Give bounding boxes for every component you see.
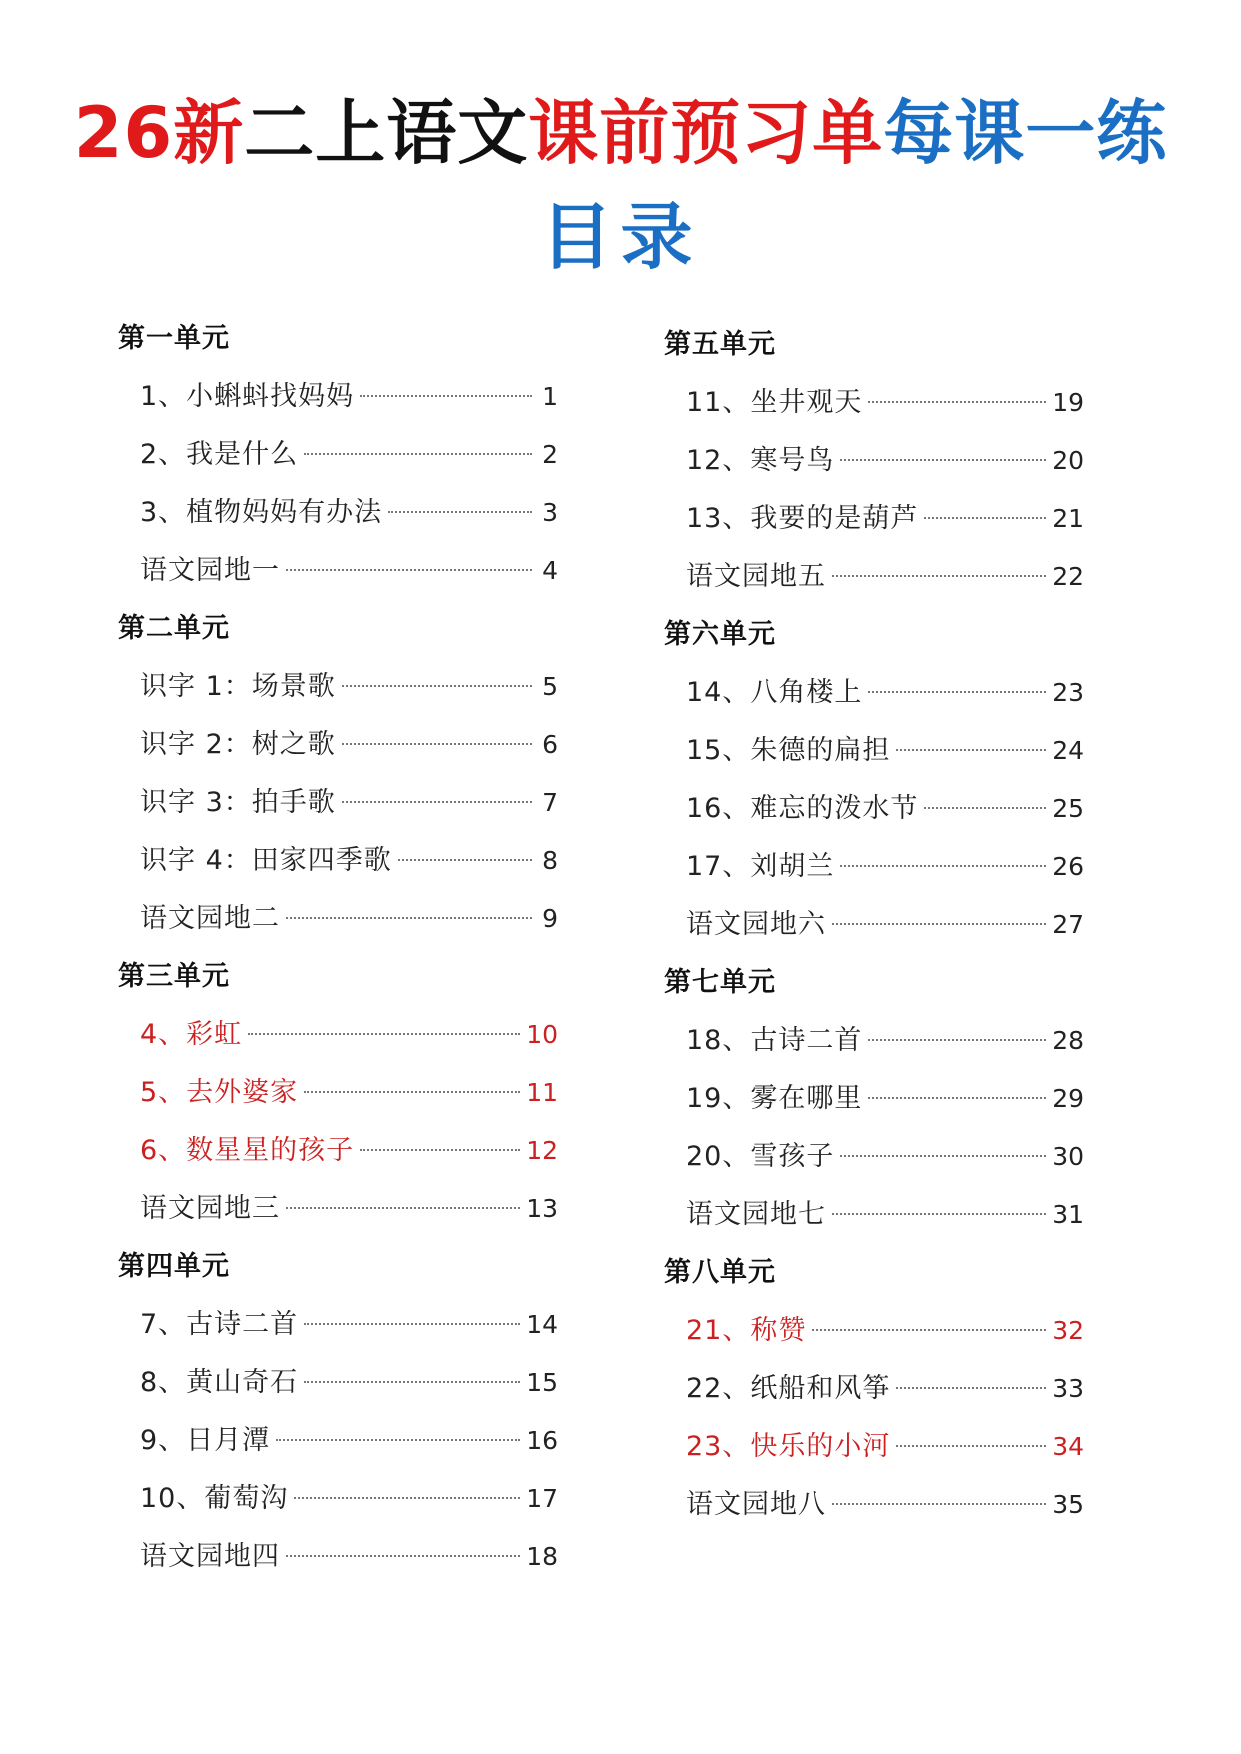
toc-entry-page: 27: [1052, 910, 1084, 939]
toc-entry-page: 22: [1052, 562, 1084, 591]
toc-entry-page: 6: [542, 730, 558, 759]
toc-entry-page: 1: [542, 382, 558, 411]
toc-entry-label: 22、纸船和风筝: [686, 1373, 891, 1404]
toc-entry-label: 2、我是什么: [140, 439, 299, 470]
toc-entry-label: 语文园地七: [686, 1199, 826, 1230]
dot-leader: [294, 1497, 520, 1499]
toc-entry-label: 语文园地三: [140, 1193, 280, 1224]
title-part-exercise: 每课一练: [883, 92, 1168, 174]
toc-entry-label: 4、彩虹: [140, 1019, 243, 1050]
toc-entry[interactable]: [686, 490, 1084, 548]
dot-leader: [832, 575, 1046, 577]
dot-leader: [868, 1097, 1046, 1099]
dot-leader: [924, 517, 1046, 519]
toc-entry-page: 12: [526, 1136, 558, 1165]
dot-leader: [248, 1033, 520, 1035]
dot-leader: [832, 923, 1046, 925]
dot-leader: [286, 1555, 520, 1557]
toc-entry[interactable]: [140, 1064, 558, 1122]
toc-entry[interactable]: [140, 542, 558, 600]
unit-title: 第六单元: [664, 619, 776, 650]
toc-entry-label: 3、植物妈妈有办法: [140, 497, 383, 528]
toc-entry-page: 9: [542, 904, 558, 933]
toc-entry-label: 15、朱德的扁担: [686, 735, 891, 766]
toc-entry-label: 12、寒号鸟: [686, 445, 835, 476]
toc-entry-label: 识字 1：场景歌: [140, 671, 336, 702]
dot-leader: [360, 395, 532, 397]
toc-entry-page: 26: [1052, 852, 1084, 881]
toc-entry-label: 6、数星星的孩子: [140, 1135, 355, 1166]
toc-entry-label: 识字 4：田家四季歌: [140, 845, 392, 876]
dot-leader: [812, 1329, 1046, 1331]
toc-entry[interactable]: [140, 716, 558, 774]
toc-entry[interactable]: [686, 896, 1084, 954]
toc-entry[interactable]: [686, 780, 1084, 838]
dot-leader: [840, 1155, 1046, 1157]
toc-entry-page: 31: [1052, 1200, 1084, 1229]
toc-entry-label: 识字 3：拍手歌: [140, 787, 336, 818]
toc-entry-page: 17: [526, 1484, 558, 1513]
toc-entry-label: 10、葡萄沟: [140, 1483, 289, 1514]
toc-entry[interactable]: [686, 1128, 1084, 1186]
toc-entry-page: 16: [526, 1426, 558, 1455]
toc-entry-label: 14、八角楼上: [686, 677, 863, 708]
toc-entry[interactable]: [140, 368, 558, 426]
toc-entry-label: 语文园地八: [686, 1489, 826, 1520]
toc-column-left: [118, 310, 558, 1586]
dot-leader: [832, 1503, 1046, 1505]
dot-leader: [840, 865, 1046, 867]
dot-leader: [342, 743, 532, 745]
dot-leader: [868, 401, 1046, 403]
toc-entry[interactable]: [686, 432, 1084, 490]
toc-entry[interactable]: [140, 1470, 558, 1528]
dot-leader: [342, 685, 532, 687]
toc-entry-label: 20、雪孩子: [686, 1141, 835, 1172]
dot-leader: [840, 459, 1046, 461]
toc-entry-page: 8: [542, 846, 558, 875]
toc-entry-label: 语文园地一: [140, 555, 280, 586]
toc-entry-label: 识字 2：树之歌: [140, 729, 336, 760]
dot-leader: [286, 1207, 520, 1209]
toc-entry-page: 5: [542, 672, 558, 701]
toc-entry-page: 3: [542, 498, 558, 527]
toc-entry[interactable]: [140, 1122, 558, 1180]
toc-entry-label: 21、称赞: [686, 1315, 807, 1346]
unit-title: 第二单元: [118, 613, 230, 644]
toc-entry-label: 语文园地二: [140, 903, 280, 934]
dot-leader: [286, 569, 532, 571]
unit-title: 第八单元: [664, 1257, 776, 1288]
toc-entry[interactable]: [140, 890, 558, 948]
toc-entry-label: 13、我要的是葫芦: [686, 503, 919, 534]
toc-entry[interactable]: [140, 832, 558, 890]
toc-entry-page: 23: [1052, 678, 1084, 707]
toc-entry-page: 15: [526, 1368, 558, 1397]
dot-leader: [360, 1149, 520, 1151]
toc-entry-page: 19: [1052, 388, 1084, 417]
toc-entry-label: 19、雾在哪里: [686, 1083, 863, 1114]
dot-leader: [868, 691, 1046, 693]
dot-leader: [388, 511, 532, 513]
toc-entry-page: 34: [1052, 1432, 1084, 1461]
dot-leader: [832, 1213, 1046, 1215]
toc-entry[interactable]: [686, 664, 1084, 722]
unit-title: 第五单元: [664, 329, 776, 360]
toc-entry-page: 11: [526, 1078, 558, 1107]
title-part-edition: 26新: [73, 92, 245, 174]
toc-column-right: [664, 316, 1084, 1534]
dot-leader: [286, 917, 532, 919]
unit-title: 第三单元: [118, 961, 230, 992]
toc-entry-page: 10: [526, 1020, 558, 1049]
toc-entry-page: 25: [1052, 794, 1084, 823]
dot-leader: [896, 1445, 1046, 1447]
toc-entry-page: 30: [1052, 1142, 1084, 1171]
toc-entry[interactable]: [686, 548, 1084, 606]
unit-title: 第一单元: [118, 323, 230, 354]
toc-entry[interactable]: [686, 722, 1084, 780]
toc-entry-label: 语文园地五: [686, 561, 826, 592]
dot-leader: [896, 1387, 1046, 1389]
unit-title: 第七单元: [664, 967, 776, 998]
toc-entry[interactable]: [686, 1186, 1084, 1244]
toc-entry[interactable]: [686, 1476, 1084, 1534]
toc-entry-label: 1、小蝌蚪找妈妈: [140, 381, 355, 412]
toc-entry[interactable]: [140, 774, 558, 832]
toc-entry[interactable]: [686, 1070, 1084, 1128]
title-part-preview-sheet: 课前预习单: [528, 92, 884, 174]
toc-entry-label: 语文园地四: [140, 1541, 280, 1572]
dot-leader: [342, 801, 532, 803]
toc-entry-page: 20: [1052, 446, 1084, 475]
dot-leader: [924, 807, 1046, 809]
toc-entry[interactable]: [140, 1528, 558, 1586]
toc-entry[interactable]: [686, 1302, 1084, 1360]
toc-entry[interactable]: [140, 1412, 558, 1470]
toc-entry-page: 35: [1052, 1490, 1084, 1519]
toc-heading: 目录: [540, 195, 701, 279]
dot-leader: [304, 1381, 520, 1383]
toc-entry[interactable]: [140, 1180, 558, 1238]
toc-entry[interactable]: [686, 838, 1084, 896]
toc-entry-page: 18: [526, 1542, 558, 1571]
toc-entry[interactable]: [140, 426, 558, 484]
toc-entry-page: 13: [526, 1194, 558, 1223]
toc-entry-label: 16、难忘的泼水节: [686, 793, 919, 824]
toc-entry[interactable]: [686, 374, 1084, 432]
toc-entry-label: 8、黄山奇石: [140, 1367, 299, 1398]
toc-entry[interactable]: [140, 1296, 558, 1354]
toc-entry-page: 33: [1052, 1374, 1084, 1403]
unit-title: 第四单元: [118, 1251, 230, 1282]
toc-entry-label: 7、古诗二首: [140, 1309, 299, 1340]
toc-entry-label: 18、古诗二首: [686, 1025, 863, 1056]
dot-leader: [896, 749, 1046, 751]
dot-leader: [304, 453, 532, 455]
toc-entry-label: 9、日月潭: [140, 1425, 271, 1456]
title-part-grade-subject: 二上语文: [244, 92, 529, 174]
dot-leader: [868, 1039, 1046, 1041]
toc-entry-label: 5、去外婆家: [140, 1077, 299, 1108]
dot-leader: [304, 1323, 520, 1325]
toc-entry[interactable]: [140, 1006, 558, 1064]
toc-entry-page: 2: [542, 440, 558, 469]
toc-entry-label: 语文园地六: [686, 909, 826, 940]
toc-entry-page: 7: [542, 788, 558, 817]
toc-entry-label: 17、刘胡兰: [686, 851, 835, 882]
toc-entry[interactable]: [686, 1012, 1084, 1070]
toc-entry-page: 24: [1052, 736, 1084, 765]
toc-entry-page: 4: [542, 556, 558, 585]
document-title: [0, 88, 1241, 178]
toc-entry-page: 14: [526, 1310, 558, 1339]
toc-entry-label: 23、快乐的小河: [686, 1431, 891, 1462]
toc-entry-label: 11、坐井观天: [686, 387, 863, 418]
toc-entry[interactable]: [140, 658, 558, 716]
toc-entry[interactable]: [686, 1418, 1084, 1476]
toc-entry[interactable]: [140, 1354, 558, 1412]
dot-leader: [398, 859, 532, 861]
dot-leader: [304, 1091, 520, 1093]
dot-leader: [276, 1439, 520, 1441]
toc-entry[interactable]: [140, 484, 558, 542]
toc-entry[interactable]: [686, 1360, 1084, 1418]
toc-entry-page: 29: [1052, 1084, 1084, 1113]
toc-entry-page: 28: [1052, 1026, 1084, 1055]
toc-entry-page: 32: [1052, 1316, 1084, 1345]
toc-entry-page: 21: [1052, 504, 1084, 533]
